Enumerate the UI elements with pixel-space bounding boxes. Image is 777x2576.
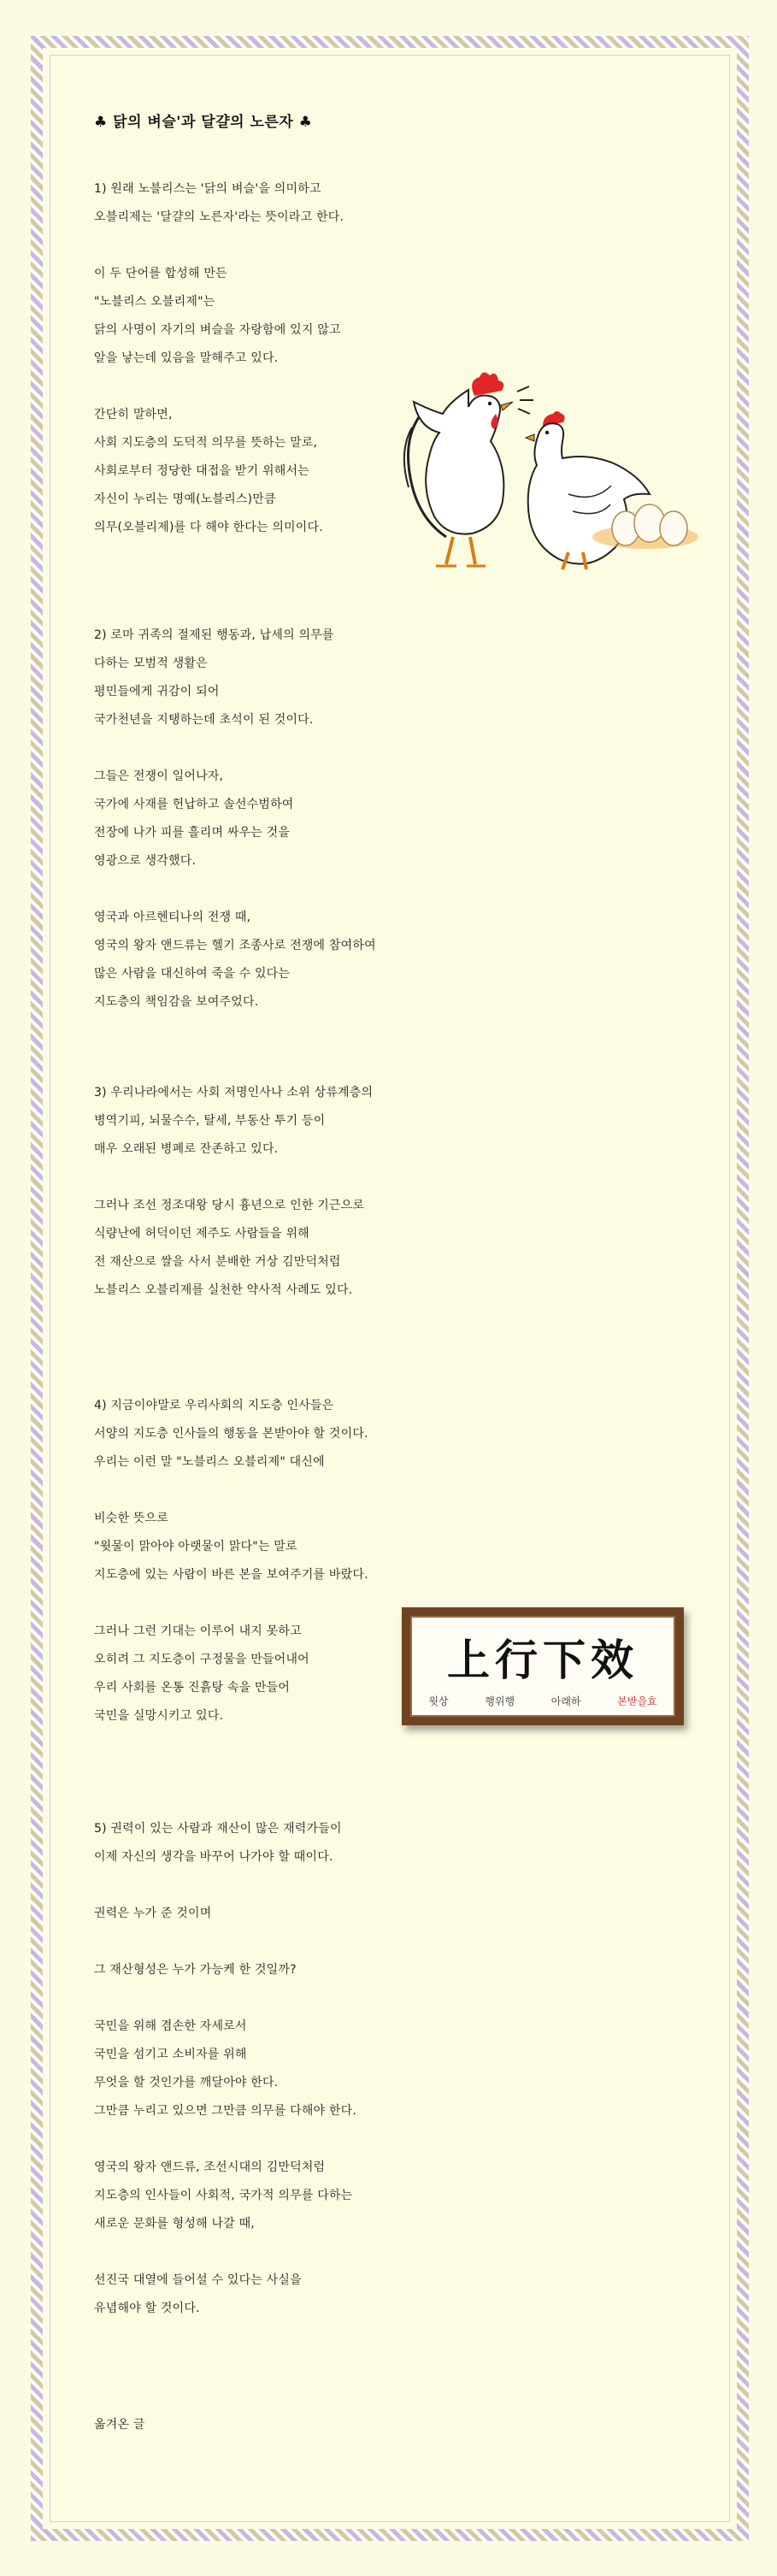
text-line: 5) 권력이 있는 사람과 재산이 많은 재력가들이	[94, 1822, 342, 1836]
plaque-gloss	[410, 1694, 675, 1708]
section-3	[94, 1079, 504, 1305]
footer-text: 옮겨온 글	[94, 2418, 145, 2432]
plaque-hanja: 上行下效	[447, 1635, 639, 1685]
text-line: 영국의 왕자 앤드류, 조선시대의 김만덕처럼	[94, 2160, 326, 2174]
text-line: 다하는 모범적 생활은	[94, 657, 208, 670]
text-line: 이제 자신의 생각을 바꾸어 나가야 할 때이다.	[94, 1850, 333, 1864]
text-line: 매우 오래된 병폐로 잔존하고 있다.	[94, 1142, 279, 1156]
paragraph-gap	[94, 2125, 504, 2154]
text-line: 국민을 섬기고 소비자를 위해	[94, 2048, 247, 2061]
paragraph-gap	[94, 875, 504, 904]
section-2	[94, 622, 504, 1017]
text-line: 의무(오블리제)를 다 해야 한다는 의미이다.	[94, 521, 323, 534]
text-line: 국가천년을 지탱하는데 초석이 된 것이다.	[94, 713, 314, 727]
paragraph-gap	[94, 1164, 504, 1192]
text-line: "윗물이 맑아야 아랫물이 맑다"는 말로	[94, 1540, 297, 1553]
text-line: 사회 지도층의 도덕적 의무를 뜻하는 말로,	[94, 436, 318, 450]
text-line: 지도층의 책임감을 보여주었다.	[94, 995, 259, 1009]
gloss-2: 행위행	[485, 1695, 515, 1707]
text-line: 이 두 단어를 합성해 만든	[94, 267, 227, 280]
text-line: 평민들에게 귀감이 되어	[94, 685, 220, 699]
text-line: 닭의 사명이 자기의 벼슬을 자랑함에 있지 않고	[94, 323, 341, 337]
page-title: ♣ 닭의 벼슬'과 달걀의 노른자 ♣	[94, 114, 313, 131]
gloss-1: 윗상	[428, 1695, 449, 1707]
paragraph-gap	[94, 1928, 504, 1956]
section-5	[94, 1815, 504, 2323]
paragraph-gap	[94, 1872, 504, 1900]
text-line: 선진국 대열에 들어설 수 있다는 사실을	[94, 2273, 302, 2287]
text-line: 영광으로 생각했다.	[94, 854, 197, 868]
text-line: 지도층에 있는 사람이 바른 본을 보여주기를 바랐다.	[94, 1568, 368, 1582]
footer-credit	[94, 2411, 504, 2439]
paragraph-gap	[94, 734, 504, 763]
text-line: 새로운 문화를 형성해 나갈 때,	[94, 2217, 255, 2231]
text-line: 비슷한 뜻으로	[94, 1512, 168, 1525]
text-line: 그러나 그런 기대는 이루어 내지 못하고	[94, 1624, 302, 1638]
text-line: 병역기피, 뇌물수수, 탈세, 부동산 투기 등이	[94, 1114, 326, 1128]
text-line: 우리 사회를 온통 진흙탕 속을 만들어	[94, 1681, 291, 1695]
text-line: 많은 사람을 대신하여 죽을 수 있다는	[94, 967, 291, 981]
text-line: 간단히 말하면,	[94, 408, 173, 421]
text-line: 노블리스 오블리제를 실천한 약사적 사례도 있다.	[94, 1283, 353, 1297]
text-line: 서양의 지도층 인사들의 행동을 본받아야 할 것이다.	[94, 1427, 368, 1441]
text-line: 지도층의 인사들이 사회적, 국가적 의무를 다하는	[94, 2189, 353, 2202]
text-line: 오히려 그 지도층이 구정물을 만들어내어	[94, 1653, 309, 1666]
paragraph-gap	[94, 2238, 504, 2267]
text-line: 권력은 누가 준 것이며	[94, 1907, 212, 1920]
text-line: 국가에 사재를 헌납하고 솔선수범하여	[94, 798, 294, 811]
paragraph-gap	[94, 232, 504, 260]
text-line: 그러나 조선 정조대왕 당시 흉년으로 인한 기근으로	[94, 1199, 365, 1212]
text-line: 전장에 나가 피를 흘리며 싸우는 것을	[94, 826, 291, 840]
rooster-hen-illustration	[393, 366, 701, 575]
text-line: 1) 원래 노블리스는 '닭의 벼슬'을 의미하고	[94, 182, 321, 196]
text-line: 3) 우리나라에서는 사회 저명인사나 소위 상류계층의	[94, 1086, 374, 1099]
text-line: 그들은 전쟁이 일어나자,	[94, 769, 224, 783]
text-line: 그만큼 누리고 있으면 그만큼 의무를 다해야 한다.	[94, 2104, 357, 2118]
text-line: 알을 낳는데 있음을 말해주고 있다.	[94, 351, 279, 365]
text-line: 영국의 왕자 앤드류는 헬기 조종사로 전쟁에 참여하여	[94, 939, 376, 952]
text-line: 오블리제는 '달걀의 노른자'라는 뜻이라고 한다.	[94, 210, 344, 224]
text-line: 무엇을 할 것인가를 깨달아야 한다.	[94, 2076, 279, 2090]
text-line: 2) 로마 귀족의 절제된 행동과, 납세의 의무를	[94, 628, 334, 642]
text-line: 사회로부터 정당한 대접을 받기 위해서는	[94, 464, 309, 478]
text-line: 그 재산형성은 누가 가능케 한 것일까?	[94, 1963, 297, 1977]
hanja-plaque	[402, 1607, 684, 1725]
text-line: 국민을 위해 겸손한 자세로서	[94, 2019, 247, 2033]
gloss-3: 아래하	[550, 1695, 581, 1707]
text-line: 식량난에 허덕이던 제주도 사람들을 위해	[94, 1227, 309, 1241]
text-line: 우리는 이런 말 "노블리스 오블리제" 대신에	[94, 1455, 325, 1469]
text-line: 유념해야 할 것이다.	[94, 2302, 200, 2315]
rooster-icon	[404, 372, 533, 566]
text-line: 4) 지금이야말로 우리사회의 지도층 인사들은	[94, 1399, 334, 1412]
gloss-4: 본받을효	[617, 1695, 657, 1707]
paragraph-gap	[94, 1477, 504, 1505]
text-line: 국민을 실망시키고 있다.	[94, 1709, 224, 1723]
text-line: 전 재산으로 쌀을 사서 분배한 거상 김만덕처럼	[94, 1255, 341, 1269]
text-line: 자신이 누리는 명예(노블리스)만큼	[94, 492, 276, 506]
text-line: "노블리스 오블리제"는	[94, 295, 215, 309]
text-line: 영국과 아르헨티나의 전쟁 때,	[94, 911, 251, 924]
paragraph-gap	[94, 1984, 504, 2013]
